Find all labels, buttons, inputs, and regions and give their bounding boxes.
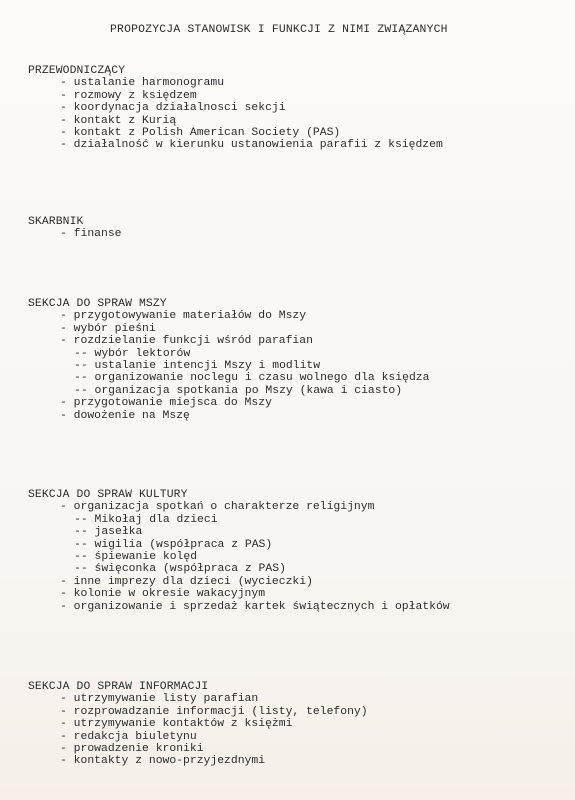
section-informacje: [28, 681, 568, 768]
list-subitem: -- wybór lektorów: [74, 347, 191, 360]
list-subitem: -- święconka (współpraca z PAS): [74, 563, 286, 576]
list-item: - wybór pieśni: [60, 322, 156, 335]
section-msze: [28, 298, 568, 422]
section-heading: SKARBNIK: [28, 216, 84, 228]
list-item: - przygotowanie miejsca do Mszy: [60, 397, 272, 410]
list-item: - ustalanie harmonogramu: [60, 77, 225, 90]
list-item: - kontakty z nowo-przyjezdnymi: [60, 755, 266, 768]
section-heading: PRZEWODNICZĄCY: [28, 65, 126, 77]
section-heading: SEKCJA DO SPRAW KULTURY: [28, 489, 188, 501]
list-item: - prowadzenie kroniki: [60, 743, 204, 756]
list-item: - rozprowadzanie informacji (listy, telefony): [60, 705, 368, 718]
list-item: - utrzymywanie listy parafian: [60, 693, 259, 706]
section-heading: SEKCJA DO SPRAW MSZY: [28, 298, 167, 310]
list-item: - działalność w kierunku ustanowienia parafii z księdzem: [60, 139, 443, 152]
list-subitem: -- Mikołaj dla dzieci: [74, 513, 218, 526]
list-item: - przygotowywanie materiałów do Mszy: [60, 310, 307, 323]
list-subitem: -- ustalanie intencji Mszy i modlitw: [74, 360, 321, 373]
list-item: - dowożenie na Mszę: [60, 409, 190, 422]
section-przewodniczacy: [28, 65, 568, 152]
list-subitem: -- śpiewanie kolęd: [74, 551, 198, 564]
list-item: - organizacja spotkań o charakterze religijnym: [60, 501, 375, 514]
section-skarbnik: [28, 216, 568, 241]
list-item: - organizowanie i sprzedaż kartek świątecznych i opłatków: [60, 600, 450, 613]
list-item: - finanse: [60, 228, 122, 241]
list-subitem: -- organizacja spotkania po Mszy (kawa i ciasto): [74, 384, 403, 397]
list-item: - utrzymywanie kontaktów z księżmi: [60, 718, 293, 731]
section-heading: SEKCJA DO SPRAW INFORMACJI: [28, 681, 209, 693]
section-kultura: [28, 489, 568, 613]
list-item: - rozmowy z księdzem: [60, 89, 197, 102]
document-title: PROPOZYCJA STANOWISK I FUNKCJI Z NIMI ZWIĄZANYCH: [110, 24, 448, 36]
list-item: - kontakt z Polish American Society (PAS): [60, 127, 341, 140]
list-item: - redakcja biuletynu: [60, 730, 197, 743]
list-item: - inne imprezy dla dzieci (wycieczki): [60, 575, 313, 588]
list-item: - rozdzielanie funkcji wśród parafian: [60, 335, 313, 348]
list-subitem: -- wigilia (współpraca z PAS): [74, 538, 273, 551]
list-item: - kolonie w okresie wakacyjnym: [60, 588, 266, 601]
list-subitem: -- jasełka: [74, 526, 143, 539]
list-item: - koordynacja działalnosci sekcji: [60, 102, 286, 115]
list-item: - kontakt z Kurią: [60, 114, 177, 127]
list-subitem: -- organizowanie noclegu i czasu wolnego dla księdza: [74, 372, 430, 385]
